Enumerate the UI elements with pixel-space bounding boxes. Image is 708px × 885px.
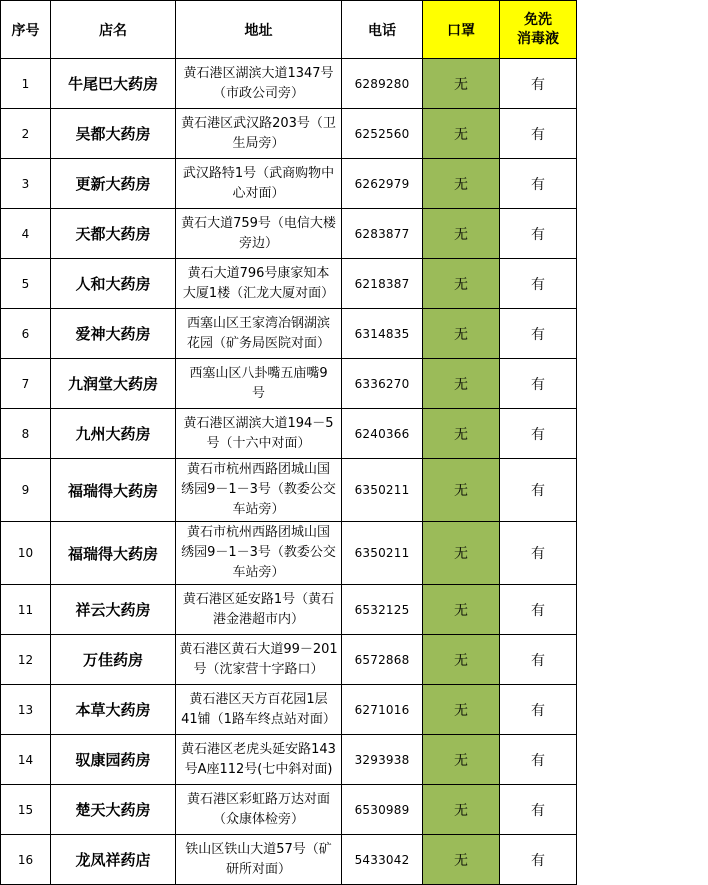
- address-line: 大厦1楼（汇龙大厦对面）: [182, 285, 335, 301]
- sanitizer-status: 有: [500, 59, 577, 109]
- header-row: [1, 1, 577, 59]
- mask-status: 无: [423, 685, 500, 735]
- mask-status: 无: [423, 459, 500, 522]
- store-address: [176, 109, 342, 159]
- mask-status: 无: [423, 735, 500, 785]
- store-address: [176, 409, 342, 459]
- table-row: [1, 835, 577, 885]
- store-name: 本草大药房: [51, 685, 176, 735]
- address-line: 号（沈家营十字路口）: [193, 661, 324, 677]
- store-phone: 6530989: [342, 785, 423, 835]
- table-row: [1, 109, 577, 159]
- mask-status: 无: [423, 409, 500, 459]
- address-line: 绣园9－1－3号（教委公交: [181, 482, 336, 497]
- row-index: 8: [1, 409, 51, 459]
- row-index: 6: [1, 309, 51, 359]
- address-line: 心对面）: [232, 185, 285, 201]
- row-index: 16: [1, 835, 51, 885]
- store-name: 更新大药房: [51, 159, 176, 209]
- sanitizer-status: 有: [500, 109, 577, 159]
- store-address: [176, 159, 342, 209]
- store-phone: 6218387: [342, 259, 423, 309]
- sanitizer-status: 有: [500, 209, 577, 259]
- row-index: 2: [1, 109, 51, 159]
- store-address: [176, 835, 342, 885]
- sanitizer-status: 有: [500, 309, 577, 359]
- address-line: 黄石港区彩虹路万达对面: [186, 791, 330, 807]
- store-name: 楚天大药房: [51, 785, 176, 835]
- header-address: 地址: [176, 1, 342, 59]
- address-line: 旁边）: [238, 235, 278, 251]
- mask-status: 无: [423, 835, 500, 885]
- address-line: 黄石港区延安路1号（黄石: [182, 591, 335, 607]
- store-address: [176, 459, 342, 522]
- address-line: 号（十六中对面）: [206, 435, 311, 451]
- store-name: 牛尾巴大药房: [51, 59, 176, 109]
- sanitizer-status: 有: [500, 409, 577, 459]
- mask-status: 无: [423, 159, 500, 209]
- store-phone: 6314835: [342, 309, 423, 359]
- header-sanitizer: [500, 1, 577, 59]
- table-row: [1, 59, 577, 109]
- row-index: 14: [1, 735, 51, 785]
- store-address: [176, 635, 342, 685]
- address-line: 武汉路特1号（武商购物中: [182, 165, 335, 181]
- mask-status: 无: [423, 359, 500, 409]
- address-line: 黄石市杭州西路团城山国: [186, 462, 330, 477]
- sanitizer-status: 有: [500, 735, 577, 785]
- address-line: 绣园9－1－3号（教委公交: [181, 545, 336, 560]
- address-line: 黄石港区天方百花园1层: [189, 691, 328, 707]
- store-phone: 6271016: [342, 685, 423, 735]
- row-index: 1: [1, 59, 51, 109]
- address-line: 黄石大道796号康家知本: [187, 265, 330, 281]
- table-row: [1, 209, 577, 259]
- table-row: [1, 522, 577, 585]
- mask-status: 无: [423, 522, 500, 585]
- address-line: 号A座112号(七中斜对面): [184, 761, 333, 777]
- store-phone: 3293938: [342, 735, 423, 785]
- table-row: [1, 409, 577, 459]
- address-line: 黄石市杭州西路团城山国: [186, 525, 330, 540]
- header-index: 序号: [1, 1, 51, 59]
- store-phone: 6350211: [342, 522, 423, 585]
- store-name: 龙凤祥药店: [51, 835, 176, 885]
- mask-status: 无: [423, 309, 500, 359]
- store-phone: 6262979: [342, 159, 423, 209]
- store-phone: 6532125: [342, 585, 423, 635]
- address-line: 黄石港区黄石大道99－201: [179, 641, 338, 657]
- store-name: 爱神大药房: [51, 309, 176, 359]
- address-line: 黄石大道759号（电信大楼: [181, 215, 336, 231]
- store-phone: 6350211: [342, 459, 423, 522]
- store-address: [176, 735, 342, 785]
- store-address: [176, 585, 342, 635]
- address-line: （众康体检旁）: [212, 811, 304, 827]
- store-address: [176, 685, 342, 735]
- row-index: 10: [1, 522, 51, 585]
- table-row: [1, 159, 577, 209]
- row-index: 13: [1, 685, 51, 735]
- header-phone: 电话: [342, 1, 423, 59]
- address-line: （市政公司旁）: [212, 85, 304, 101]
- address-line: 生局旁）: [232, 135, 285, 151]
- store-name: 福瑞得大药房: [51, 459, 176, 522]
- store-phone: 6252560: [342, 109, 423, 159]
- store-phone: 6572868: [342, 635, 423, 685]
- header-mask: 口罩: [423, 1, 500, 59]
- row-index: 12: [1, 635, 51, 685]
- address-line: 黄石港区湖滨大道194－5: [183, 415, 334, 431]
- store-name: 吴都大药房: [51, 109, 176, 159]
- address-line: 黄石港区武汉路203号（卫: [181, 115, 336, 131]
- store-address: [176, 209, 342, 259]
- store-phone: 6240366: [342, 409, 423, 459]
- store-address: [176, 522, 342, 585]
- store-name: 驭康园药房: [51, 735, 176, 785]
- header-sanitizer-line2: 消毒液: [517, 30, 559, 47]
- row-index: 9: [1, 459, 51, 522]
- store-name: 人和大药房: [51, 259, 176, 309]
- store-phone: 6283877: [342, 209, 423, 259]
- table-row: [1, 259, 577, 309]
- table-row: [1, 735, 577, 785]
- store-phone: 6289280: [342, 59, 423, 109]
- mask-status: 无: [423, 635, 500, 685]
- store-phone: 5433042: [342, 835, 423, 885]
- table-row: [1, 685, 577, 735]
- row-index: 4: [1, 209, 51, 259]
- row-index: 15: [1, 785, 51, 835]
- address-line: 号: [251, 385, 265, 401]
- sanitizer-status: 有: [500, 259, 577, 309]
- address-line: 研所对面）: [225, 861, 291, 877]
- address-line: 黄石港区湖滨大道1347号: [183, 65, 334, 81]
- sanitizer-status: 有: [500, 785, 577, 835]
- sanitizer-status: 有: [500, 159, 577, 209]
- row-index: 7: [1, 359, 51, 409]
- mask-status: 无: [423, 785, 500, 835]
- store-address: [176, 59, 342, 109]
- table-row: [1, 785, 577, 835]
- row-index: 3: [1, 159, 51, 209]
- address-line: 车站旁）: [232, 565, 285, 580]
- address-line: 车站旁）: [232, 502, 285, 517]
- table-row: [1, 585, 577, 635]
- sanitizer-status: 有: [500, 635, 577, 685]
- store-address: [176, 359, 342, 409]
- row-index: 11: [1, 585, 51, 635]
- address-line: 41铺（1路车终点站对面）: [181, 711, 336, 727]
- address-line: 港金港超市内）: [212, 611, 304, 627]
- store-name: 九州大药房: [51, 409, 176, 459]
- store-name: 福瑞得大药房: [51, 522, 176, 585]
- store-phone: 6336270: [342, 359, 423, 409]
- store-name: 九润堂大药房: [51, 359, 176, 409]
- address-line: 花园（矿务局医院对面）: [186, 335, 330, 351]
- address-line: 西塞山区八卦嘴五庙嘴9: [189, 365, 328, 381]
- mask-status: 无: [423, 259, 500, 309]
- address-line: 西塞山区王家湾冶钢湖滨: [186, 315, 330, 331]
- store-name: 万佳药房: [51, 635, 176, 685]
- sanitizer-status: 有: [500, 459, 577, 522]
- header-name: 店名: [51, 1, 176, 59]
- store-address: [176, 259, 342, 309]
- mask-status: 无: [423, 59, 500, 109]
- sanitizer-status: 有: [500, 585, 577, 635]
- sanitizer-status: 有: [500, 359, 577, 409]
- table-row: [1, 359, 577, 409]
- store-address: [176, 309, 342, 359]
- sanitizer-status: 有: [500, 835, 577, 885]
- address-line: 黄石港区老虎头延安路143: [181, 741, 336, 757]
- store-name: 天都大药房: [51, 209, 176, 259]
- table-row: [1, 309, 577, 359]
- sanitizer-status: 有: [500, 522, 577, 585]
- mask-status: 无: [423, 585, 500, 635]
- sanitizer-status: 有: [500, 685, 577, 735]
- table-row: [1, 459, 577, 522]
- header-sanitizer-line1: 免洗: [524, 11, 552, 28]
- row-index: 5: [1, 259, 51, 309]
- mask-status: 无: [423, 109, 500, 159]
- store-address: [176, 785, 342, 835]
- mask-status: 无: [423, 209, 500, 259]
- address-line: 铁山区铁山大道57号（矿: [185, 841, 332, 857]
- table-row: [1, 635, 577, 685]
- store-name: 祥云大药房: [51, 585, 176, 635]
